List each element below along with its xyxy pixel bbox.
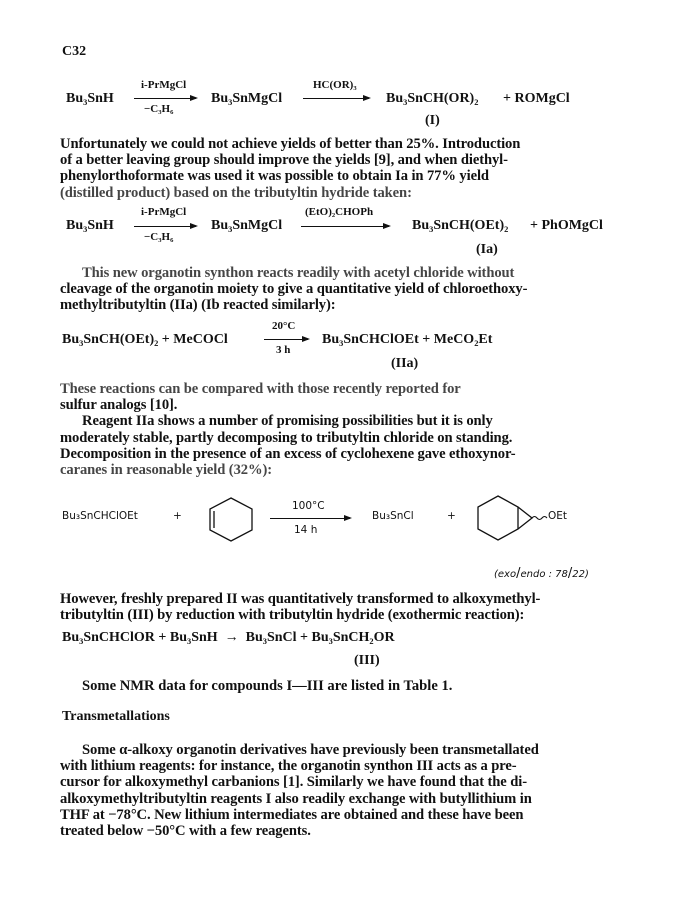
text-line: Some α-alkoxy organotin derivatives have previously been transmetallated bbox=[82, 742, 539, 758]
text-line: of a better leaving group should improve the yields [9], and when diethyl- bbox=[60, 152, 508, 169]
eq3-arrow bbox=[264, 339, 308, 340]
paragraph-4 bbox=[60, 591, 620, 623]
eq2-reactant: Bu₃SnH bbox=[66, 218, 114, 233]
paragraph-2 bbox=[60, 265, 620, 314]
eq1-reagent-above: i-PrMgCl bbox=[141, 79, 187, 91]
scheme-product-1: Bu₃SnCl bbox=[372, 510, 414, 522]
eq3-cond-below: 3 h bbox=[276, 344, 291, 356]
text-line: These reactions can be compared with those recently reported for bbox=[60, 381, 461, 397]
scheme-cond-below: 14 h bbox=[294, 524, 318, 536]
eq2-label: (Ia) bbox=[476, 242, 498, 257]
scheme-reactant: Bu₃SnCHClOEt bbox=[62, 510, 138, 522]
ratio-prefix: (exo bbox=[494, 569, 517, 580]
text-line: sulfur analogs [10]. bbox=[60, 397, 178, 414]
paragraph-5: Some NMR data for compounds I—III are listed in Table 1. bbox=[82, 678, 453, 694]
cyclohexene-structure bbox=[205, 495, 257, 543]
scheme-cond-above: 100°C bbox=[292, 500, 325, 512]
eq1-reactant: Bu₃SnH bbox=[66, 91, 114, 106]
eq2-reagent-below: −C₃H₆ bbox=[144, 231, 174, 243]
text-line: Unfortunately we could not achieve yields of better than 25%. Introduction bbox=[60, 136, 521, 152]
eq3-label: (IIa) bbox=[391, 356, 419, 371]
scheme-arrow bbox=[270, 518, 350, 519]
eq2-intermediate: Bu₃SnMgCl bbox=[211, 218, 283, 233]
scheme-plus-2: + bbox=[447, 510, 456, 522]
eq3-products: Bu₃SnCHClOEt + MeCO₂Et bbox=[322, 332, 493, 347]
exo-endo-ratio: (exo/endo : 78/22) bbox=[494, 566, 589, 581]
page-number: C32 bbox=[62, 44, 87, 59]
eq2-arrow-1 bbox=[134, 226, 196, 227]
text-line: phenylorthoformate was used it was possible to obtain Ia in 77% yield bbox=[60, 168, 489, 185]
text-line: cursor for alkoxymethyl carbanions [1]. Similarly we have found that the di- bbox=[60, 774, 527, 791]
text-line: (distilled product) based on the tributyltin hydride taken: bbox=[60, 184, 412, 201]
eq2-byproduct: + PhOMgCl bbox=[530, 218, 603, 233]
ratio-mid: endo : 78 bbox=[520, 569, 568, 580]
text-line: However, freshly prepared II was quantitatively transformed to alkoxymethyl- bbox=[60, 591, 541, 607]
eq1-arrow-2 bbox=[303, 98, 369, 99]
paragraph-3 bbox=[60, 381, 620, 478]
text-line: Decomposition in the presence of an excess of cyclohexene gave ethoxynor- bbox=[60, 445, 516, 462]
eq1-reagent-below: −C₃H₆ bbox=[144, 103, 174, 115]
eq1-product: Bu₃SnCH(OR)₂ bbox=[386, 91, 479, 106]
eq1-intermediate: Bu₃SnMgCl bbox=[211, 91, 283, 106]
text-line: methyltributyltin (IIa) (Ib reacted similarly): bbox=[60, 297, 336, 314]
eq2-arrow-2 bbox=[301, 226, 389, 227]
text-line: tributyltin (III) by reduction with tributyltin hydride (exothermic reaction): bbox=[60, 607, 525, 624]
paragraph-1 bbox=[60, 136, 620, 201]
eq3-cond-above: 20°C bbox=[272, 320, 296, 332]
eq2-product: Bu₃SnCH(OEt)₂ bbox=[412, 218, 509, 233]
text-line: moderately stable, partly decomposing to tributyltin chloride on standing. bbox=[60, 429, 513, 446]
text-line: cleavage of the organotin moiety to give a quantitative yield of chloroethoxy- bbox=[60, 281, 528, 298]
text-line: alkoxymethyltributyltin reagents I also readily exchange with butyllithium in bbox=[60, 790, 532, 807]
text-line: THF at −78°C. New lithium intermediates are obtained and these have been bbox=[60, 806, 524, 823]
eq1-arrow-1 bbox=[134, 98, 196, 99]
section-heading: Transmetallations bbox=[62, 709, 170, 724]
eq1-label: (I) bbox=[425, 113, 440, 128]
eq4-label: (III) bbox=[354, 653, 380, 668]
eq2-reagent-above: i-PrMgCl bbox=[141, 206, 187, 218]
eq1-byproduct: + ROMgCl bbox=[503, 91, 570, 106]
text-line: treated below −50°C with a few reagents. bbox=[60, 823, 311, 840]
eq2-reagent2-above: (EtO)₂CHOPh bbox=[305, 206, 374, 218]
text-line: This new organotin synthon reacts readily with acetyl chloride without bbox=[82, 265, 515, 281]
eq4-text: Bu₃SnCHClOR + Bu₃SnH → Bu₃SnCl + Bu₃SnCH₂OR bbox=[62, 630, 395, 645]
paragraph-6 bbox=[60, 742, 620, 839]
text-line: Reagent IIa shows a number of promising possibilities but it is only bbox=[82, 413, 493, 430]
ratio-suffix: 22) bbox=[572, 569, 589, 580]
eq1-reagent2-above: HC(OR)₃ bbox=[313, 79, 357, 91]
scheme-substituent: OEt bbox=[548, 510, 568, 522]
eq3-reactants: Bu₃SnCH(OEt)₂ + MeCOCl bbox=[62, 332, 228, 347]
text-line: with lithium reagents: for instance, the organotin synthon III acts as a pre- bbox=[60, 758, 517, 775]
text-line: caranes in reasonable yield (32%): bbox=[60, 462, 272, 479]
scheme-plus-1: + bbox=[173, 510, 182, 522]
